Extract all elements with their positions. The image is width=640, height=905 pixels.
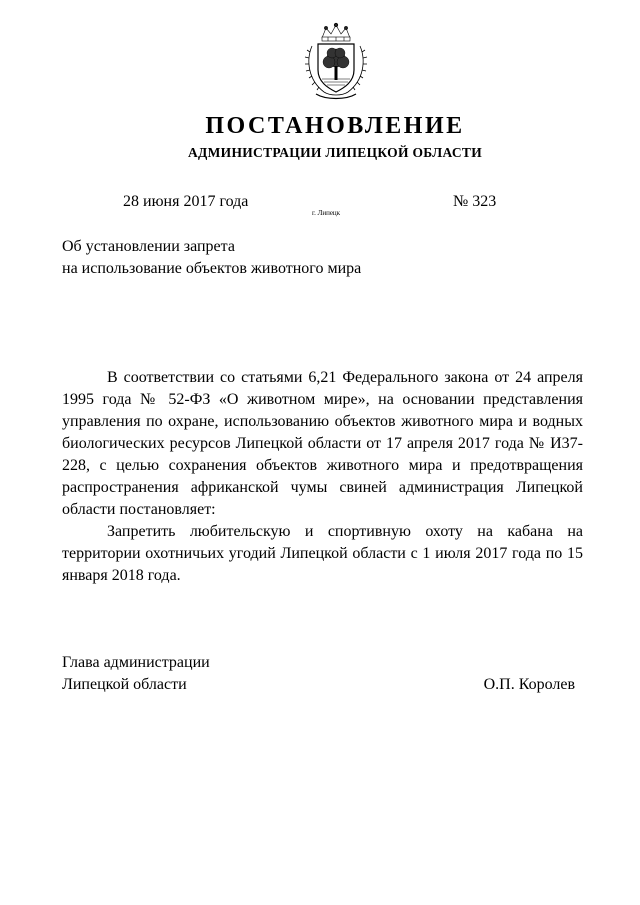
body-paragraph-1: В соответствии со статьями 6,21 Федерального закона от 24 апреля 1995 года № 52-ФЗ «О животном мире», на основании представления управления по охране, использованию объектов животного мира и водных биологических ресурсов Липецкой области от 17 апреля 2017 года № И37-228, с целью сохранения объектов животного мира и предотвращения распространения африканской чумы свиней администрация Липецкой области постановляет: bbox=[62, 369, 583, 518]
subject-line-2: на использование объектов животного мира bbox=[62, 260, 362, 277]
signatory-name: О.П. Королев bbox=[483, 676, 575, 693]
document-date: 28 июня 2017 года bbox=[123, 193, 249, 210]
signatory-position-line-2: Липецкой области bbox=[62, 676, 187, 693]
document-number: № 323 bbox=[453, 193, 497, 210]
document-subject bbox=[62, 236, 361, 280]
signatory-position-line-1: Глава администрации bbox=[62, 654, 210, 671]
document-body bbox=[62, 367, 583, 587]
body-paragraph-2: Запретить любительскую и спортивную охоту на кабана на территории охотничьих угодий Липецкой области с 1 июля 2017 года по 15 января 2018 года. bbox=[62, 523, 583, 584]
subject-line-1: Об установлении запрета bbox=[62, 238, 235, 255]
document-city: г. Липецк bbox=[312, 209, 341, 217]
coat-of-arms-icon bbox=[298, 22, 374, 102]
document-title: ПОСТАНОВЛЕНИЕ bbox=[205, 113, 465, 139]
signature-block bbox=[62, 652, 583, 696]
document-subtitle: АДМИНИСТРАЦИИ ЛИПЕЦКОЙ ОБЛАСТИ bbox=[187, 145, 483, 160]
